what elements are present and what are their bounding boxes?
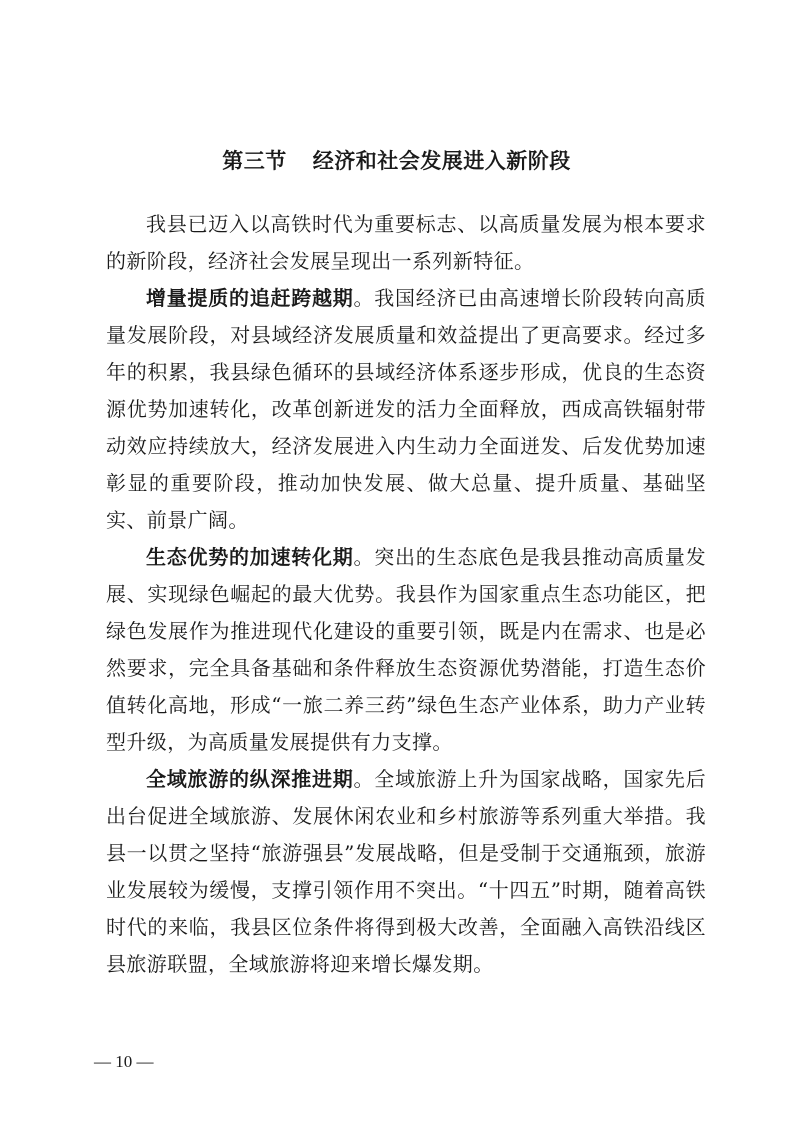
paragraph-lead: 增量提质的追赶跨越期 (146, 286, 354, 310)
section-title-text: 经济和社会发展进入新阶段 (312, 149, 571, 173)
page-number: — 10 — (94, 1052, 154, 1071)
paragraph-catch-up (106, 280, 706, 539)
paragraph-lead: 生态优势的加速转化期 (146, 545, 354, 569)
intro-paragraph (106, 206, 706, 280)
paragraph-ecology (106, 539, 706, 761)
paragraph-text: 我县已迈入以高铁时代为重要标志、以高质量发展为根本要求的新阶段，经济社会发展呈现出一系列新特征。 (106, 212, 706, 273)
paragraph-text: 。全域旅游上升为国家战略，国家先后出台促进全域旅游、发展休闲农业和乡村旅游等系列重大举措。我县一以贯之坚持“旅游强县”发展战略，但是受制于交通瓶颈，旅游业发展较为缓慢，支撑引领作用不突出。“十四五”时期，随着高铁时代的来临，我县区位条件将得到极大改善，全面融入高铁沿线区县旅游联盟，全域旅游将迎来增长爆发期。 (106, 767, 707, 976)
paragraph-text: 。我国经济已由高速增长阶段转向高质量发展阶段，对县域经济发展质量和效益提出了更高要求。经过多年的积累，我县绿色循环的县域经济体系逐步形成，优良的生态资源优势加速转化，改革创新迸发的活力全面释放，西成高铁辐射带动效应持续放大，经济发展进入内生动力全面迸发、后发优势加速彰显的重要阶段，推动加快发展、做大总量、提升质量、基础坚实、前景广阔。 (106, 286, 707, 532)
body-text (106, 206, 706, 983)
paragraph-lead: 全域旅游的纵深推进期 (146, 767, 354, 791)
section-heading (0, 146, 793, 176)
section-number: 第三节 (222, 149, 287, 173)
paragraph-text: 。突出的生态底色是我县推动高质量发展、实现绿色崛起的最大优势。我县作为国家重点生态功能区，把绿色发展作为推进现代化建设的重要引领，既是内在需求、也是必然要求，完全具备基础和条件释放生态资源优势潜能，打造生态价值转化高地，形成“一旅二养三药”绿色生态产业体系，助力产业转型升级，为高质量发展提供有力支撑。 (106, 545, 707, 754)
paragraph-tourism (106, 761, 706, 983)
